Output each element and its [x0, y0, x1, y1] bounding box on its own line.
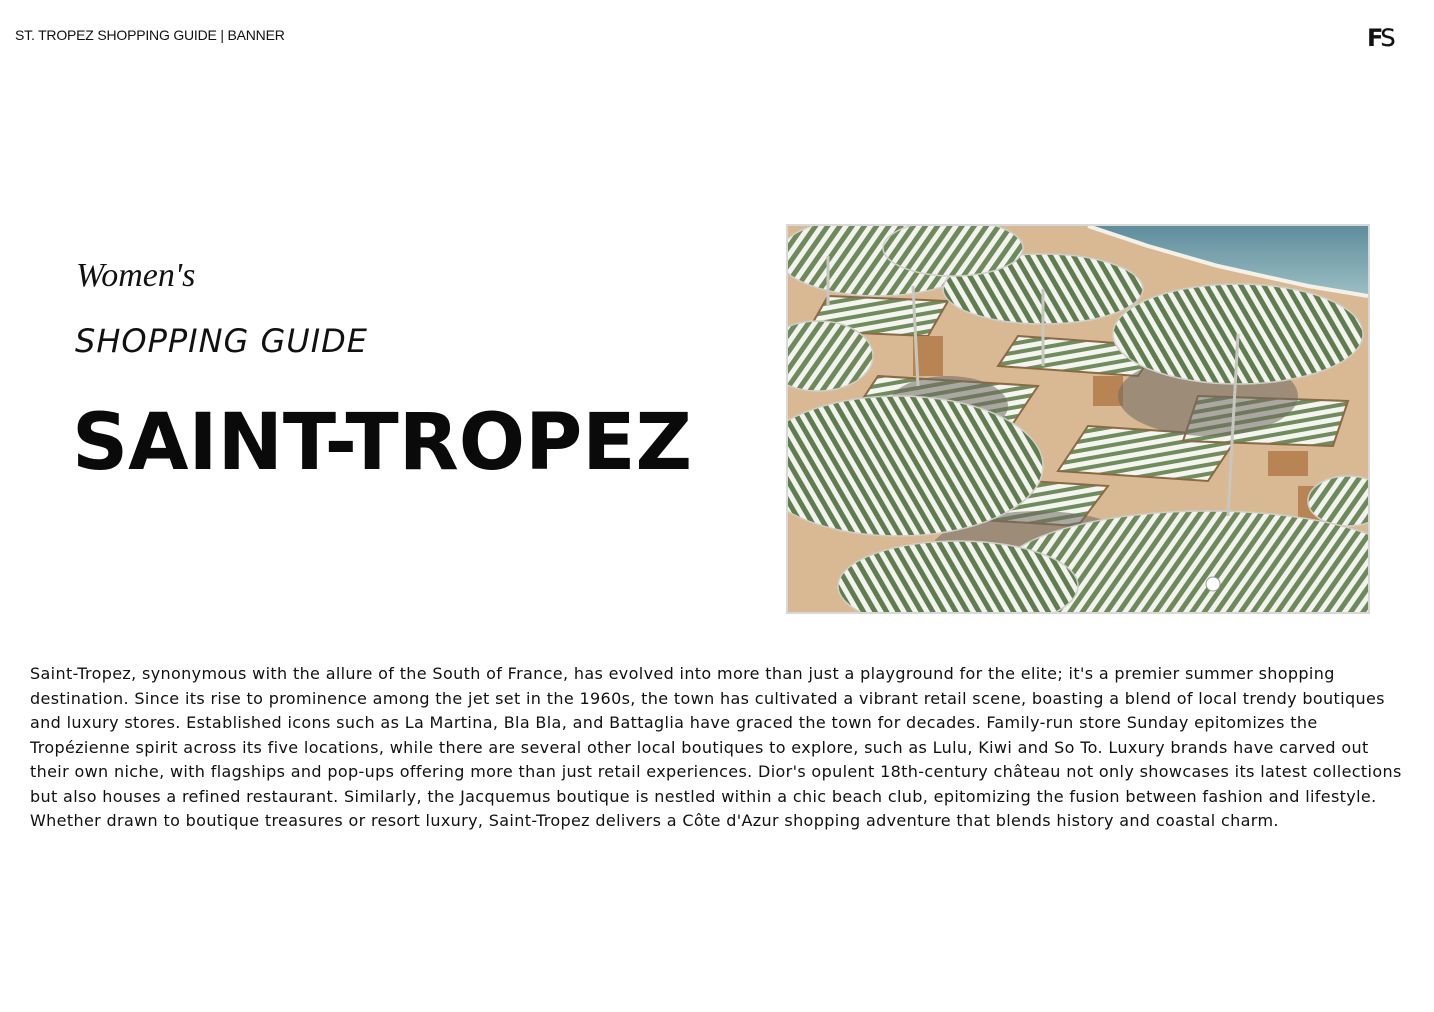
- beach-umbrellas-photo: [786, 224, 1370, 614]
- hero-kicker: Women's: [76, 257, 196, 294]
- fs-logo: [1367, 24, 1403, 50]
- logo-letter-s: S: [1380, 24, 1396, 52]
- logo-letter-f: F: [1367, 24, 1381, 52]
- page-header-title: ST. TROPEZ SHOPPING GUIDE | BANNER: [15, 27, 285, 43]
- intro-paragraph: Saint-Tropez, synonymous with the allure of the South of France, has evolved into more than just a playground for the elite; it's a premier summer shopping destination. Since its rise to prominence among the jet set in the 1960s, the town has cultivated a vibrant retail scene, boasting a blend of local trendy boutiques and luxury stores. Established icons such as La Martina, Bla Bla, and Battaglia have graced the town for decades. Family-run store Sunday epitomizes the Tropézienne spirit across its five locations, while there are several other local boutiques to explore, such as Lulu, Kiwi and So To. Luxury brands have carved out their own niche, with flagships and pop-ups offering more than just retail experiences. Dior's opulent 18th-century château not only showcases its latest collections but also houses a refined restaurant. Similarly, the Jacquemus boutique is nestled within a chic beach club, epitomizing the fusion between fashion and lifestyle. Whether drawn to boutique treasures or resort luxury, Saint-Tropez delivers a Côte d'Azur shopping adventure that blends history and coastal charm.: [30, 664, 1402, 830]
- photo-illustration: [788, 226, 1368, 612]
- hero-subtitle: SHOPPING GUIDE: [75, 322, 369, 360]
- hero-title: SAINT-TROPEZ: [72, 398, 693, 488]
